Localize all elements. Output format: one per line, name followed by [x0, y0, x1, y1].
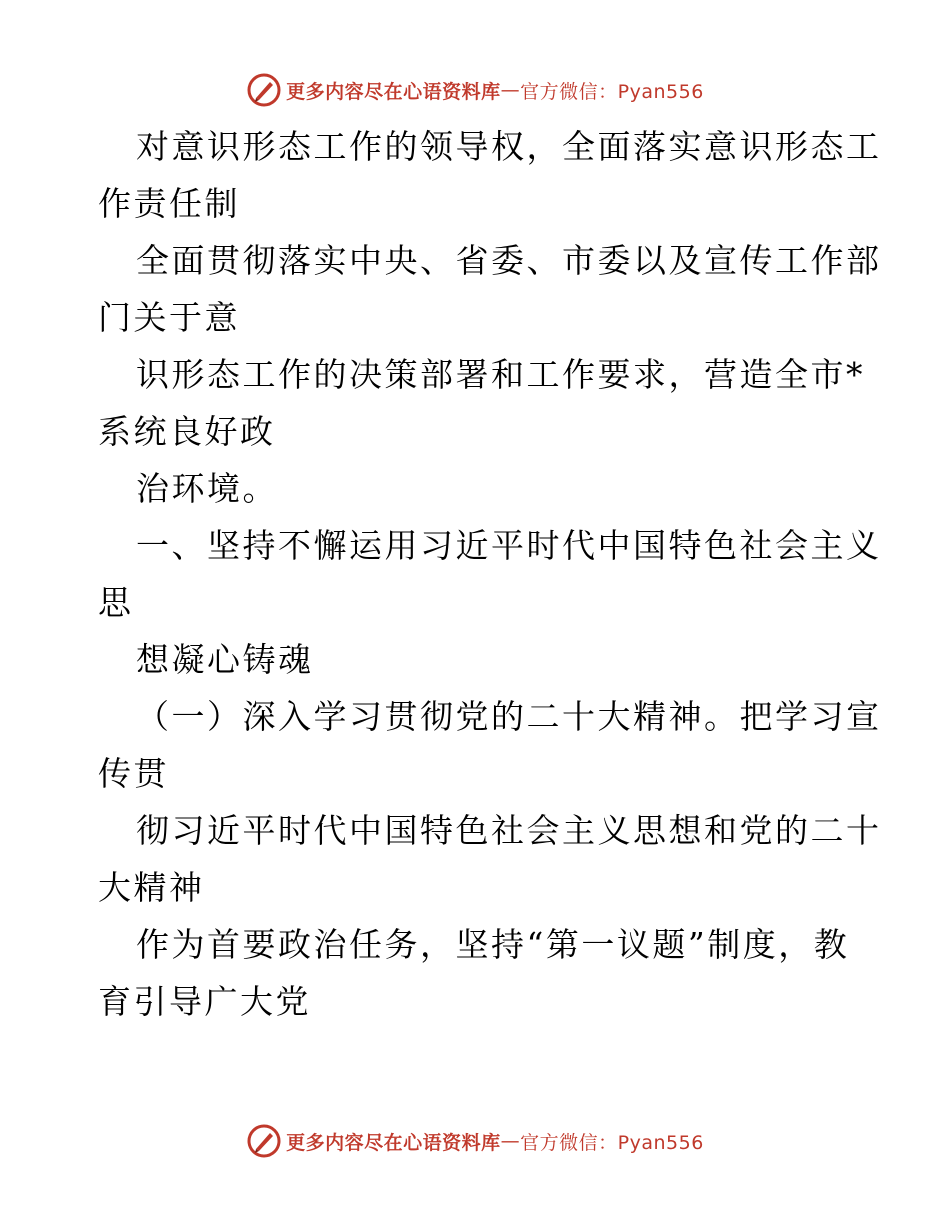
- text-line: 门关于意: [98, 298, 240, 337]
- pen-circle-logo-icon: [246, 72, 282, 108]
- watermark-wechat: 官方微信：Pyan556: [520, 1131, 704, 1154]
- watermark-brand: 更多内容尽在心语资料库: [286, 80, 501, 103]
- footer-watermark: [0, 1123, 950, 1159]
- section-heading-line: 想凝心铸魂: [136, 640, 314, 679]
- text-line: 识形态工作的决策部署和工作要求，营造全市*: [136, 355, 865, 394]
- watermark-dash: —: [500, 79, 521, 101]
- watermark-wechat: 官方微信：Pyan556: [520, 80, 704, 103]
- text-line: 系统良好政: [98, 412, 276, 451]
- section-heading-line: 一、坚持不懈运用习近平时代中国特色社会主义: [136, 526, 882, 565]
- header-watermark: [0, 72, 950, 108]
- section-heading-line: 思: [98, 583, 134, 622]
- watermark-brand: 更多内容尽在心语资料库: [286, 1131, 501, 1154]
- document-body: [98, 118, 882, 1030]
- text-line: 育引导广大党: [98, 982, 311, 1021]
- pen-circle-logo-icon: [246, 1123, 282, 1159]
- text-line: （一）深入学习贯彻党的二十大精神。把学习宣: [136, 697, 882, 736]
- text-line: 治环境。: [136, 469, 278, 508]
- text-line: 全面贯彻落实中央、省委、市委以及宣传工作部: [136, 241, 882, 280]
- text-line: 彻习近平时代中国特色社会主义思想和党的二十: [136, 811, 882, 850]
- watermark-dash: —: [500, 1130, 521, 1152]
- text-line: 大精神: [98, 868, 205, 907]
- text-line: 对意识形态工作的领导权，全面落实意识形态工: [136, 127, 882, 166]
- text-line: 作为首要政治任务，坚持“第一议题”制度，教: [136, 925, 850, 964]
- text-line: 传贯: [98, 754, 169, 793]
- text-line: 作责任制: [98, 184, 240, 223]
